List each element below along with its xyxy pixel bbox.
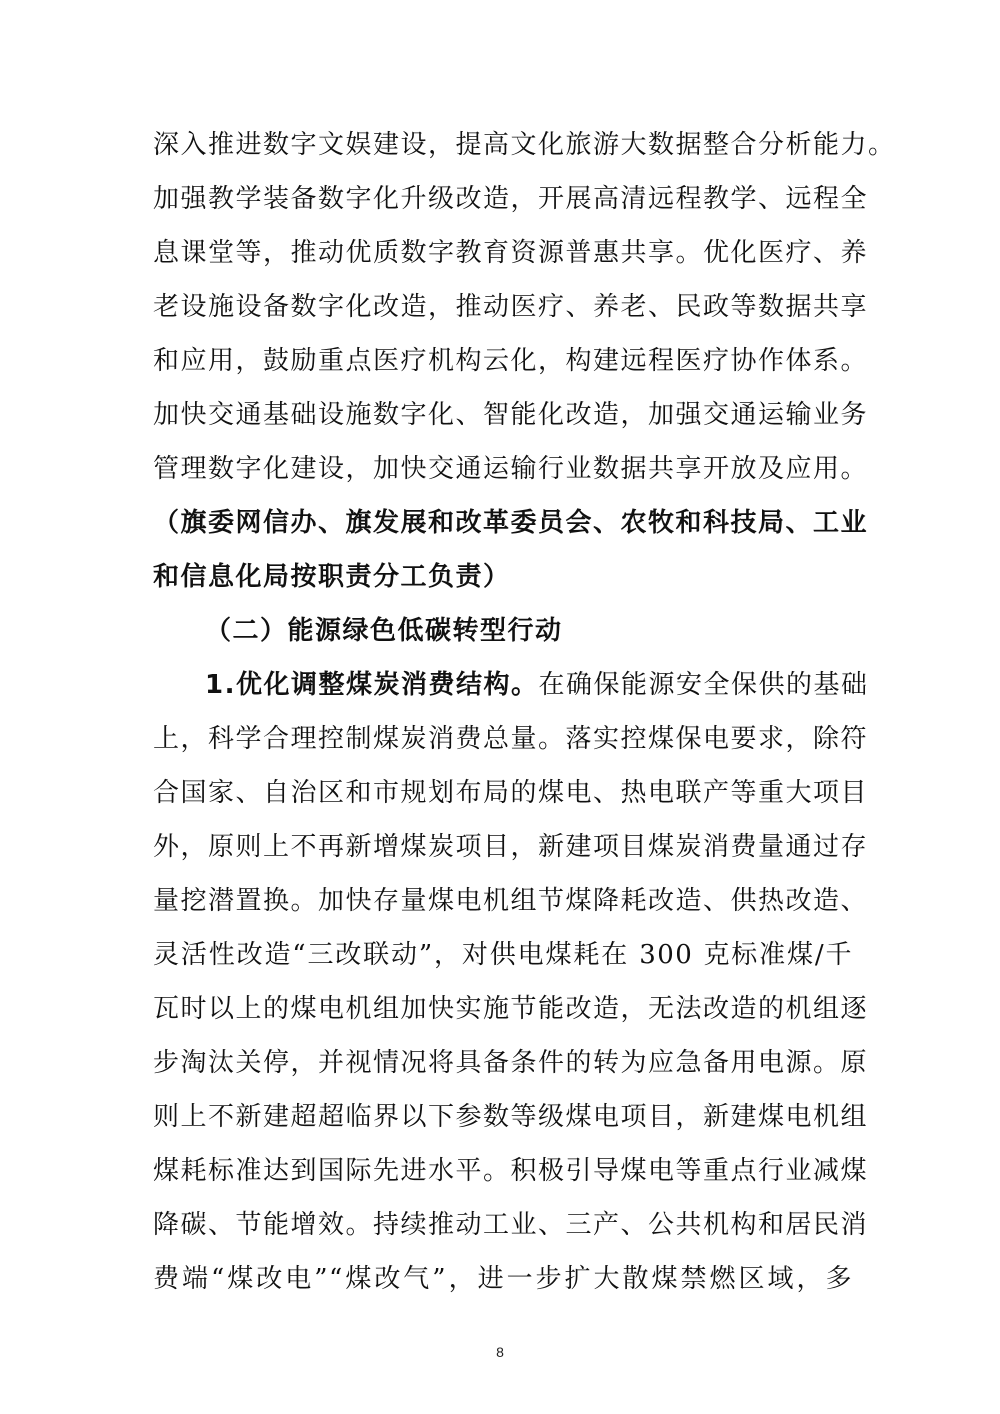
section-heading: （二）能源绿色低碳转型行动 [205,616,563,646]
item-first-line [205,670,869,700]
body-text-line: 灵活性改造“三改联动”，对供电煤耗在 300 克标准煤/千 [153,940,853,970]
body-text-line: 则上不新建超超临界以下参数等级煤电项目，新建煤电机组 [153,1102,869,1132]
body-text-line: 降碳、节能增效。持续推动工业、三产、公共机构和居民消 [153,1210,869,1240]
responsible-departments-line: （旗委网信办、旗发展和改革委员会、农牧和科技局、工业 [153,508,869,538]
body-text-line: 和应用，鼓励重点医疗机构云化，构建远程医疗协作体系。 [153,346,869,376]
responsible-departments-line: 和信息化局按职责分工负责） [153,562,511,592]
body-text-line: 费端“煤改电”“煤改气”，进一步扩大散煤禁燃区域，多 [153,1264,853,1294]
body-text-line: 量挖潜置换。加快存量煤电机组节煤降耗改造、供热改造、 [153,886,869,916]
item-title: 1.优化调整煤炭消费结构。 [205,670,539,700]
body-text-line: 管理数字化建设，加快交通运输行业数据共享开放及应用。 [153,454,869,484]
body-text-line: 加快交通基础设施数字化、智能化改造，加强交通运输业务 [153,400,869,430]
body-text-line: 息课堂等，推动优质数字教育资源普惠共享。优化医疗、养 [153,238,869,268]
body-text-line: 瓦时以上的煤电机组加快实施节能改造，无法改造的机组逐 [153,994,869,1024]
item-text: 在确保能源安全保供的基础 [538,670,869,700]
body-text-line: 合国家、自治区和市规划布局的煤电、热电联产等重大项目 [153,778,869,808]
body-text-line: 上，科学合理控制煤炭消费总量。落实控煤保电要求，除符 [153,724,869,754]
body-text-line: 外，原则上不再新增煤炭项目，新建项目煤炭消费量通过存 [153,832,869,862]
body-text-line: 步淘汰关停，并视情况将具备条件的转为应急备用电源。原 [153,1048,869,1078]
body-text-line: 老设施设备数字化改造，推动医疗、养老、民政等数据共享 [153,292,869,322]
body-text-line: 加强教学装备数字化升级改造，开展高清远程教学、远程全 [153,184,869,214]
body-text-line: 煤耗标准达到国际先进水平。积极引导煤电等重点行业减煤 [153,1156,869,1186]
body-text-line: 深入推进数字文娱建设，提高文化旅游大数据整合分析能力。 [153,130,896,160]
page-number: 8 [496,1344,504,1360]
